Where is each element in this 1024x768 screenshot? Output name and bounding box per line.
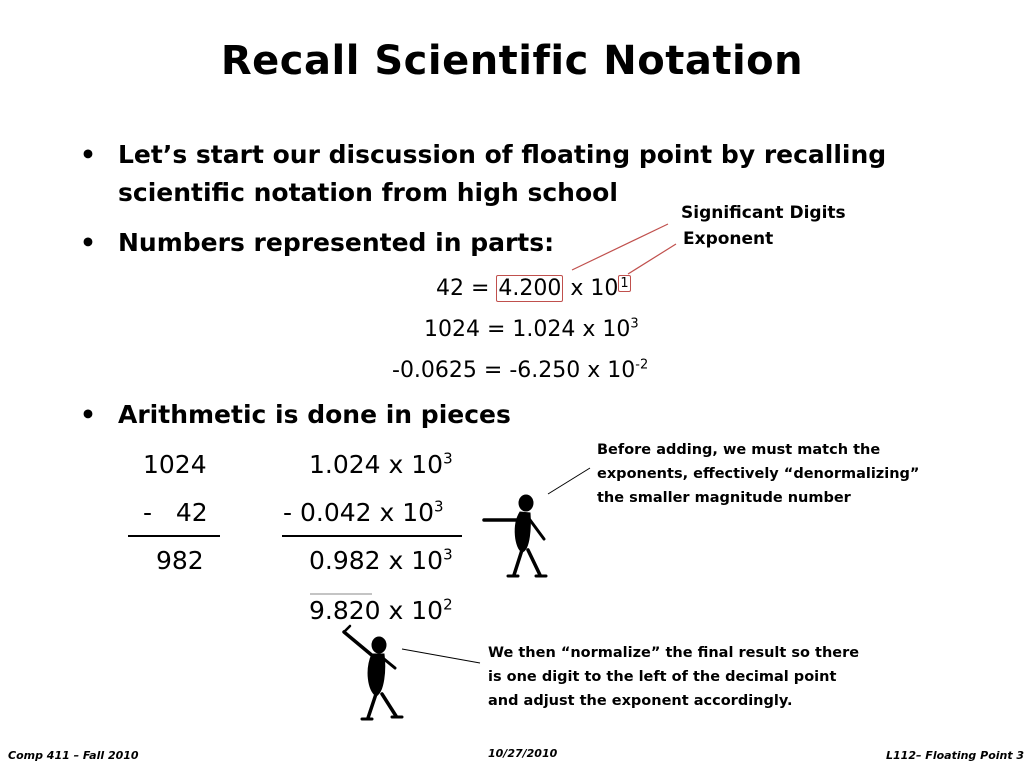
decimal-operand-1: 1024 xyxy=(143,450,207,479)
normalize-leader xyxy=(402,649,480,663)
scientific-operand-2-exponent: 3 xyxy=(434,497,444,516)
normalize-note-line: is one digit to the left of the decimal point xyxy=(488,669,837,685)
denormalize-note-line: exponents, effectively “denormalizing” xyxy=(597,466,920,482)
slide-title: Recall Scientific Notation xyxy=(220,38,804,84)
equation-3-base: -0.0625 = -6.250 x 10 xyxy=(392,358,636,383)
footer-date: 10/27/2010 xyxy=(488,747,558,760)
significant-digits-highlight: 4.200 xyxy=(498,276,562,301)
significant-digits-pointer xyxy=(572,224,668,270)
bullet-1-line-2: scientific notation from high school xyxy=(118,178,618,207)
scientific-result-base: 0.982 x 10 xyxy=(309,546,444,575)
equation-1-lhs: 42 = xyxy=(436,276,497,301)
normalize-note-line: and adjust the exponent accordingly. xyxy=(488,693,793,709)
normalized-result-base: 9.820 x 10 xyxy=(309,596,444,625)
denormalize-note-line: Before adding, we must match the xyxy=(597,442,881,458)
exponent-pointer xyxy=(628,244,676,274)
equation-1-mid: x 10 xyxy=(563,276,619,301)
scientific-operand-2-base: - 0.042 x 10 xyxy=(283,498,435,527)
raised-arm-figure-icon xyxy=(344,626,402,719)
bullet-1-line-1: Let’s start our discussion of floating point by recalling xyxy=(118,140,887,169)
denormalize-note-line: the smaller magnitude number xyxy=(597,490,851,506)
normalize-note-line: We then “normalize” the final result so there xyxy=(488,645,860,661)
exponent-label: Exponent xyxy=(683,229,774,249)
equation-2-exponent: 3 xyxy=(630,316,639,332)
bullet-3: Arithmetic is done in pieces xyxy=(118,400,511,429)
exponent-highlight: 1 xyxy=(620,275,629,291)
footer-course: Comp 411 – Fall 2010 xyxy=(8,749,139,762)
scientific-result-exponent: 3 xyxy=(443,545,453,564)
bullet-dot: • xyxy=(80,400,96,429)
denormalize-leader xyxy=(548,468,590,494)
bullet-2: Numbers represented in parts: xyxy=(118,228,555,257)
normalized-result-exponent: 2 xyxy=(443,595,453,614)
significant-digits-label: Significant Digits xyxy=(681,203,846,223)
scientific-operand-1-exponent: 3 xyxy=(443,449,453,468)
pointing-figure-icon xyxy=(484,495,546,576)
equation-2-base: 1024 = 1.024 x 10 xyxy=(424,317,631,342)
footer-page: L112– Floating Point 3 xyxy=(886,749,1024,762)
bullet-dot: • xyxy=(80,140,96,169)
scientific-operand-1-base: 1.024 x 10 xyxy=(309,450,444,479)
decimal-operand-2: - 42 xyxy=(143,498,208,527)
equation-3-exponent: -2 xyxy=(635,357,649,373)
bullet-dot: • xyxy=(80,228,96,257)
decimal-result: 982 xyxy=(156,546,204,575)
